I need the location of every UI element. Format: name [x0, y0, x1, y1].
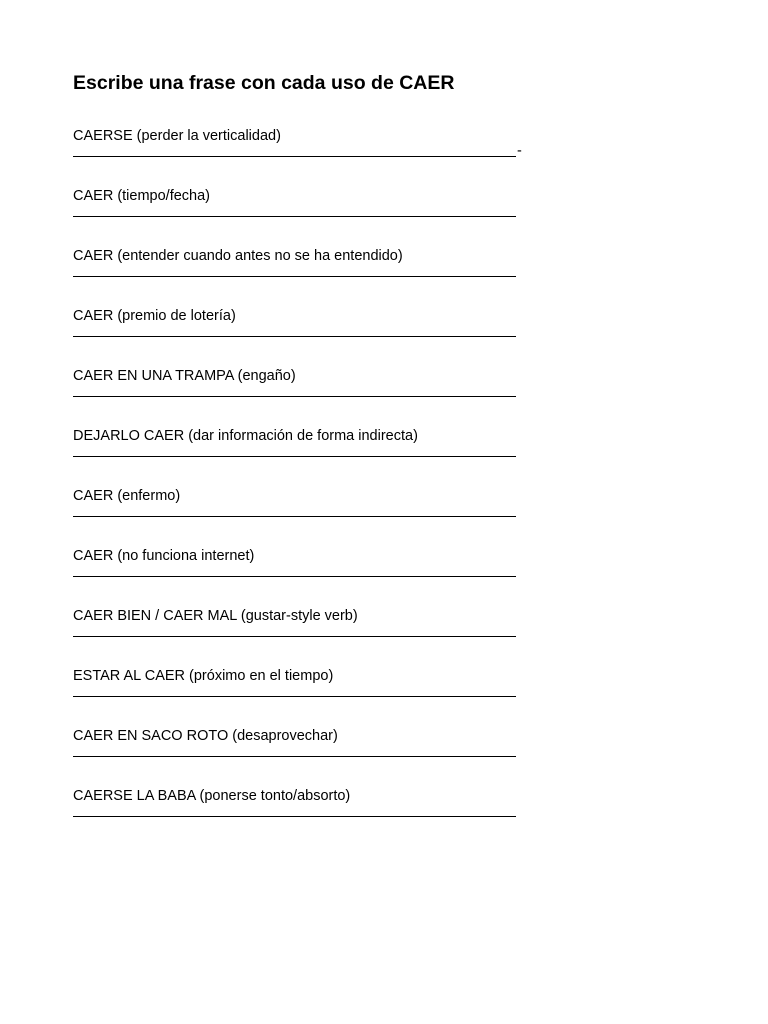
worksheet-page [73, 70, 543, 846]
answer-line[interactable] [73, 756, 516, 757]
exercise-item [73, 666, 543, 726]
answer-line[interactable] [73, 696, 516, 697]
exercise-item [73, 366, 543, 426]
exercise-item [73, 606, 543, 666]
line-suffix: - [517, 143, 522, 159]
answer-line[interactable] [73, 276, 516, 277]
answer-line[interactable] [73, 576, 516, 577]
exercise-item [73, 726, 543, 786]
exercise-prompt: CAERSE LA BABA (ponerse tonto/absorto) [73, 788, 351, 804]
exercise-item [73, 426, 543, 486]
exercise-prompt: CAER EN UNA TRAMPA (engaño) [73, 368, 296, 384]
exercise-item [73, 486, 543, 546]
exercise-item [73, 246, 543, 306]
exercise-prompt: CAER (entender cuando antes no se ha entendido) [73, 248, 403, 264]
exercise-item [73, 186, 543, 246]
exercise-item [73, 306, 543, 366]
exercise-item [73, 546, 543, 606]
answer-line[interactable] [73, 636, 516, 637]
exercise-prompt: CAER (tiempo/fecha) [73, 188, 210, 204]
answer-line[interactable] [73, 456, 516, 457]
answer-line[interactable] [73, 396, 516, 397]
exercise-prompt: CAER (premio de lotería) [73, 308, 236, 324]
answer-line[interactable] [73, 156, 516, 157]
worksheet-title: Escribe una frase con cada uso de CAER [73, 72, 455, 94]
exercise-prompt: CAER (no funciona internet) [73, 548, 255, 564]
answer-line[interactable] [73, 516, 516, 517]
exercise-item [73, 126, 543, 186]
exercise-item [73, 786, 543, 846]
exercise-prompt: CAER (enfermo) [73, 488, 181, 504]
exercise-prompt: DEJARLO CAER (dar información de forma indirecta) [73, 428, 418, 444]
answer-line[interactable] [73, 816, 516, 817]
exercise-prompt: ESTAR AL CAER (próximo en el tiempo) [73, 668, 334, 684]
answer-line[interactable] [73, 336, 516, 337]
exercise-list [73, 126, 543, 846]
answer-line[interactable] [73, 216, 516, 217]
exercise-prompt: CAERSE (perder la verticalidad) [73, 128, 281, 144]
exercise-prompt: CAER BIEN / CAER MAL (gustar-style verb) [73, 608, 358, 624]
exercise-prompt: CAER EN SACO ROTO (desaprovechar) [73, 728, 338, 744]
